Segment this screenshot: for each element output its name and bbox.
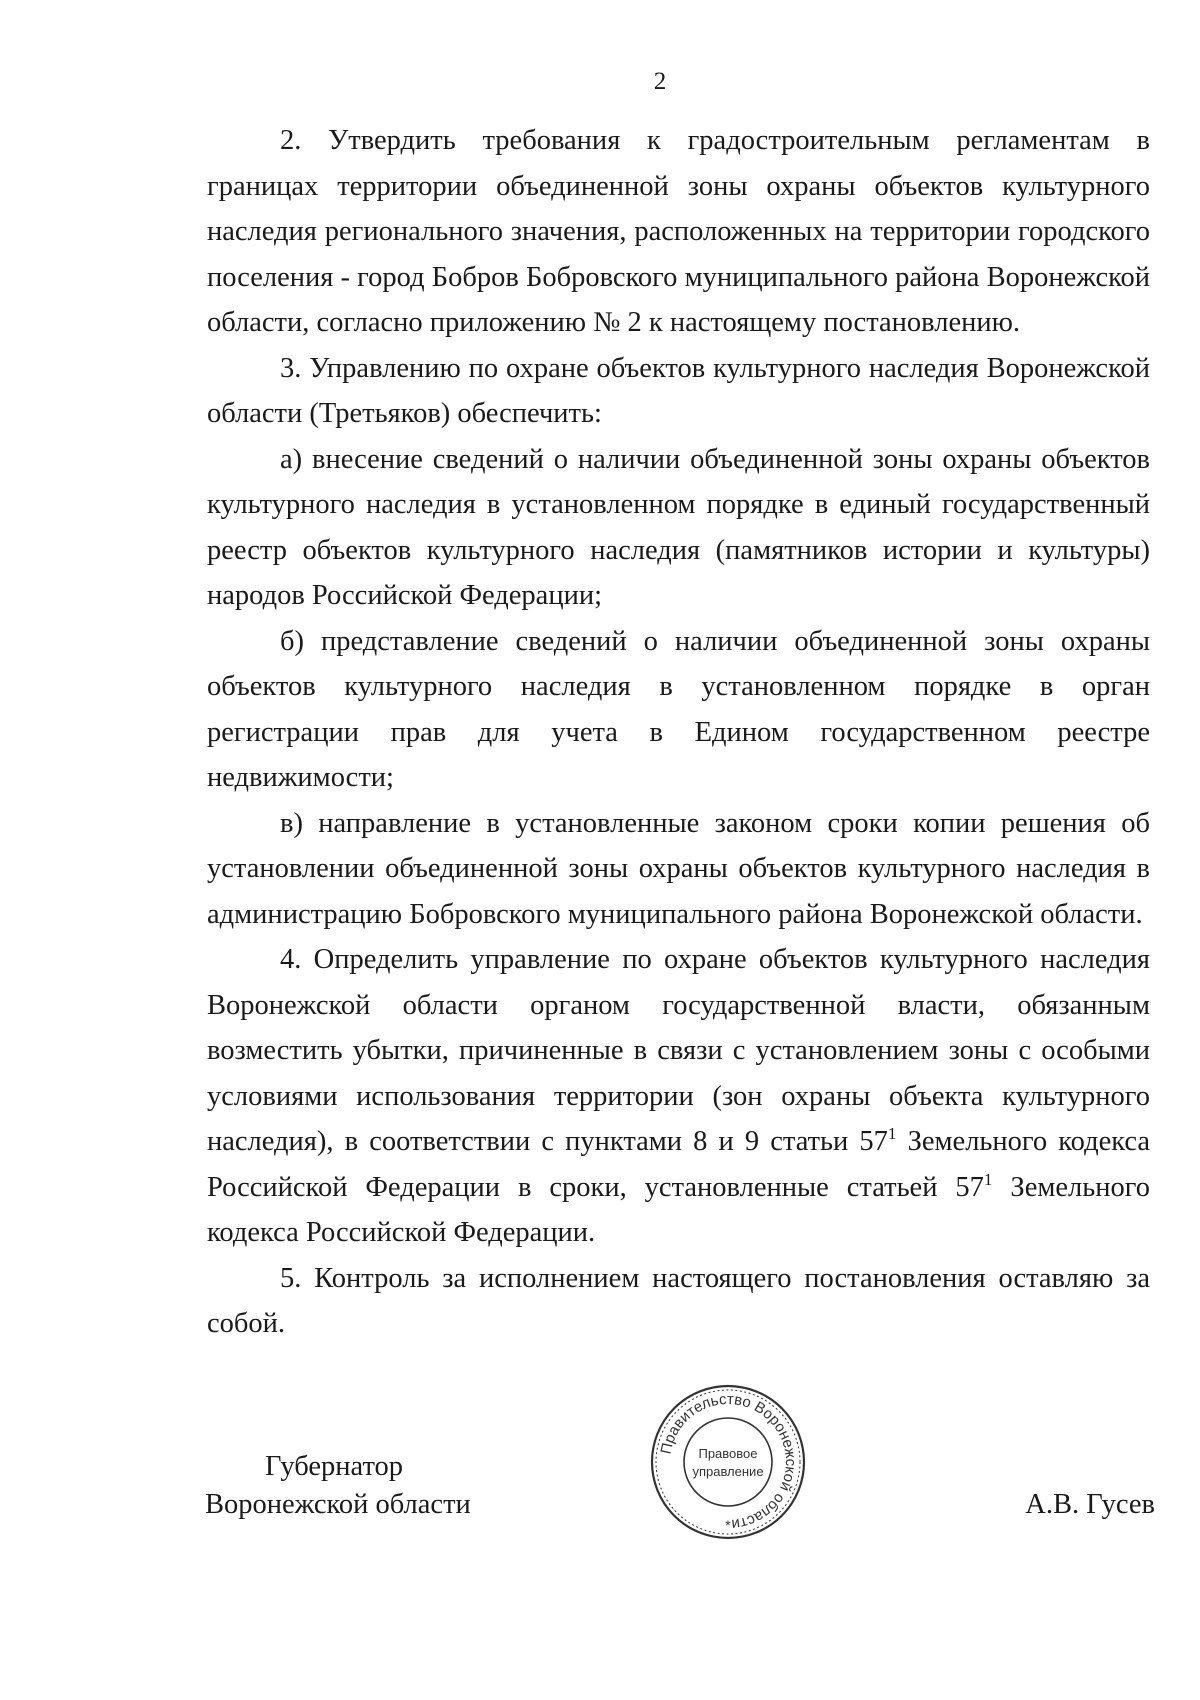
paragraph-4-part1: 4. Определить управление по охране объектов культурного наследия Воронежской области органом государственной власти, обязанным возместить убытки, причиненные в связи с установлением зоны с особыми условиями использования территории (зон охраны объекта культурного наследия), в соответствии с пунктами 8 и 9 статьи 57 [207, 944, 1150, 1157]
superscript-1: 1 [887, 1123, 897, 1143]
paragraph-2: 2. Утвердить требования к градостроительным регламентам в границах территории объединенной зоны охраны объектов культурного наследия регионального значения, расположенных на территории городского поселения - город Бобров Бобровского муниципального района Воронежской области, согласно приложению № 2 к настоящему постановлению. [207, 125, 1150, 338]
seal-graphic [648, 1382, 808, 1542]
paragraph-5: 5. Контроль за исполнением настоящего постановления оставляю за собой. [207, 1262, 1150, 1339]
document-body [207, 118, 1150, 1347]
paragraph-3: 3. Управлению по охране объектов культурного наследия Воронежской области (Третьяков) обеспечить: [207, 352, 1150, 429]
signatory-title [205, 1448, 505, 1524]
signatory-name: А.В. Гусев [1025, 1489, 1155, 1520]
superscript-1-second: 1 [983, 1169, 993, 1189]
paragraph-3a: а) внесение сведений о наличии объединенной зоны охраны объектов культурного наследия в установленном порядке в единый государственный реестр объектов культурного наследия (памятников истории и культуры) народов Российской Федерации; [207, 443, 1150, 611]
seal-inner-line1: Правовое [698, 1446, 758, 1461]
paragraph-3c: в) направление в установленные законом сроки копии решения об установлении объединенной зоны охраны объектов культурного наследия в администрацию Бобровского муниципального района Воронежской области. [207, 807, 1150, 930]
seal-inner-line2: управление [692, 1464, 764, 1479]
page-number: 2 [653, 68, 667, 95]
paragraph-4-part3: Земельного кодекса Российской Федерации. [207, 1171, 1150, 1248]
seal-outer-text: Правительство Воронежской области [657, 1390, 800, 1533]
seal-star: * [725, 1517, 731, 1533]
signatory-title-line1: Губернатор [265, 1451, 404, 1482]
official-seal [648, 1382, 808, 1542]
paragraph-4 [207, 937, 1150, 1256]
paragraph-4-part2: Земельного кодекса Российской Федерации в сроки, установленные статьей 57 [207, 1126, 1151, 1203]
signatory-title-line2: Воронежской области [205, 1489, 471, 1520]
signature-block [0, 1448, 1200, 1648]
paragraph-3b: б) представление сведений о наличии объединенной зоны охраны объектов культурного наследия в установленном порядке в орган регистрации прав для учета в Едином государственном реестре недвижимости; [207, 625, 1150, 793]
